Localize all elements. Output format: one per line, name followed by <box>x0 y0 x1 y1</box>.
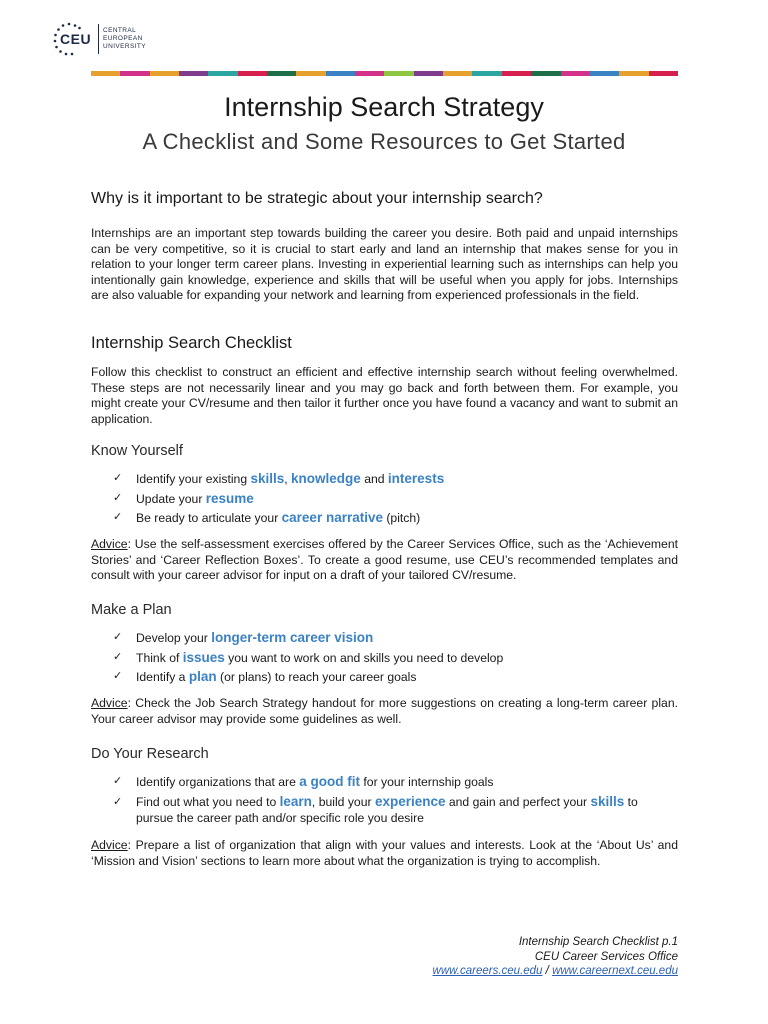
logo-mark <box>52 22 92 56</box>
make-a-plan-list <box>91 628 503 687</box>
color-bar-segment <box>590 71 619 76</box>
highlight-text: longer-term career vision <box>211 630 374 645</box>
highlight-text: skills <box>590 793 625 809</box>
why-paragraph: Internships are an important step towards building the career you desire. Both paid and unpaid internships can be very competitive, so it is crucial to start early and land an internship that makes sense for you in relation to your longer term career plans. Investing in experiential learning such as internships can help you intentionally gain knowledge, experience and skills that will be useful when you apply for jobs. Internships are also valuable for expanding your network and learning from experienced professionals in the field. <box>91 226 678 303</box>
careers-link[interactable]: www.careers.ceu.edu <box>432 965 543 977</box>
footer-page-label: Internship Search Checklist p.1 <box>518 936 678 948</box>
color-bar-segment <box>355 71 384 76</box>
logo-name-line3: UNIVERSITY <box>103 43 147 50</box>
list-item <box>91 648 503 668</box>
checklist-heading: Internship Search Checklist <box>91 334 292 352</box>
color-bar-segment <box>384 71 413 76</box>
color-bar-segment <box>267 71 296 76</box>
link-separator: / <box>542 965 553 977</box>
careernext-link[interactable]: www.careernext.ceu.edu <box>552 965 678 977</box>
item-text: Find out what you need to <box>136 794 280 809</box>
list-item <box>91 667 503 687</box>
know-yourself-list <box>91 469 444 528</box>
highlight-text: experience <box>374 793 446 809</box>
color-bar <box>91 71 678 76</box>
make-a-plan-heading: Make a Plan <box>91 602 172 618</box>
do-your-research-heading: Do Your Research <box>91 746 209 762</box>
page-subtitle: A Checklist and Some Resources to Get Started <box>142 129 626 154</box>
advice-text: : Use the self-assessment exercises offered by the Career Services Office, such as the ‘Achievement Stories’ and ‘Career Reflection Boxes’. To create a good resume, use CEU’s recommended templates and consult with your career advisor for input on a draft of your tailored CV/resume. <box>91 537 678 583</box>
logo-abbr: CEU <box>60 31 92 47</box>
footer-office: CEU Career Services Office <box>534 950 678 963</box>
list-item <box>91 628 503 648</box>
list-item <box>91 772 678 792</box>
color-bar-segment <box>649 71 678 76</box>
checkmark-icon: ✓ <box>113 511 123 523</box>
color-bar-segment <box>561 71 590 76</box>
list-item <box>91 489 444 509</box>
highlight-text: learn <box>279 793 312 809</box>
know-yourself-heading: Know Yourself <box>91 443 183 459</box>
color-bar-segment <box>326 71 355 76</box>
ceu-logo <box>52 22 146 56</box>
item-text: Identify a <box>136 670 189 684</box>
advice-text: : Prepare a list of organization that align with your values and interests. Look at the ‘About Us’ and ‘Mission and Vision’ sections to learn more about what the organization is trying to accomplish. <box>91 838 678 868</box>
highlight-text: resume <box>205 490 254 506</box>
color-bar-segment <box>179 71 208 76</box>
checkmark-icon: ✓ <box>113 650 123 663</box>
item-text: (or plans) to reach your career goals <box>216 670 417 684</box>
logo-name <box>103 27 146 51</box>
color-bar-segment <box>619 71 648 76</box>
page-title: Internship Search Strategy <box>224 92 544 122</box>
highlight-text: knowledge <box>291 471 361 486</box>
item-text: Update your <box>136 491 206 506</box>
checkmark-icon: ✓ <box>113 670 123 682</box>
item-text: Identify your existing <box>136 472 251 486</box>
highlight-text: interests <box>387 471 445 486</box>
color-bar-segment <box>414 71 443 76</box>
list-item <box>91 508 444 528</box>
page-footer <box>433 935 678 979</box>
item-text: and <box>360 472 388 486</box>
highlight-text: a good fit <box>299 774 361 789</box>
checkmark-icon: ✓ <box>113 775 123 787</box>
do-your-research-list <box>91 772 678 826</box>
color-bar-segment <box>531 71 560 76</box>
color-bar-segment <box>296 71 325 76</box>
do-your-research-advice <box>91 838 678 869</box>
list-item <box>91 792 678 826</box>
item-text: Be ready to articulate your <box>136 511 282 525</box>
item-text: , <box>284 472 292 486</box>
color-bar-segment <box>120 71 149 76</box>
color-bar-segment <box>502 71 531 76</box>
make-a-plan-advice <box>91 696 678 727</box>
color-bar-segment <box>238 71 267 76</box>
highlight-text: issues <box>182 649 225 665</box>
item-text: Identify organizations that are <box>136 775 300 789</box>
color-bar-segment <box>472 71 501 76</box>
highlight-text: skills <box>250 471 285 486</box>
item-text: , build your <box>311 794 375 809</box>
item-text: you want to work on and skills you need to develop <box>224 650 504 665</box>
advice-label: Advice <box>91 696 128 710</box>
why-heading: Why is it important to be strategic about your internship search? <box>91 190 543 207</box>
checkmark-icon: ✓ <box>113 631 123 643</box>
logo-name-line2: EUROPEAN <box>103 35 143 42</box>
checkmark-icon: ✓ <box>113 472 123 484</box>
checklist-intro: Follow this checklist to construct an efficient and effective internship search without feeling overwhelmed. These steps are not necessarily linear and you may go back and forth between them. For example, you might create your CV/resume and then tailor it further once you have found a vacancy and want to submit an application. <box>91 365 678 426</box>
item-text: Develop your <box>136 631 212 645</box>
checkmark-icon: ✓ <box>113 795 123 808</box>
item-text: for your internship goals <box>360 775 494 789</box>
item-text: (pitch) <box>382 511 421 525</box>
list-item <box>91 469 444 489</box>
advice-label: Advice <box>91 838 128 852</box>
highlight-text: career narrative <box>281 510 383 525</box>
advice-label: Advice <box>91 537 128 551</box>
item-text: to pursue the career path and/or specific role you desire <box>136 794 638 825</box>
logo-divider <box>98 24 99 54</box>
color-bar-segment <box>208 71 237 76</box>
footer-links <box>433 964 678 979</box>
advice-text: : Check the Job Search Strategy handout for more suggestions on creating a long-term career plan. Your career advisor may provide some guidelines as well. <box>91 696 678 726</box>
checkmark-icon: ✓ <box>113 491 123 504</box>
highlight-text: plan <box>188 669 217 684</box>
color-bar-segment <box>150 71 179 76</box>
color-bar-segment <box>91 71 120 76</box>
item-text: and gain and perfect your <box>445 794 591 809</box>
know-yourself-advice <box>91 537 678 584</box>
logo-name-line1: CENTRAL <box>103 27 137 34</box>
color-bar-segment <box>443 71 472 76</box>
item-text: Think of <box>136 650 183 665</box>
